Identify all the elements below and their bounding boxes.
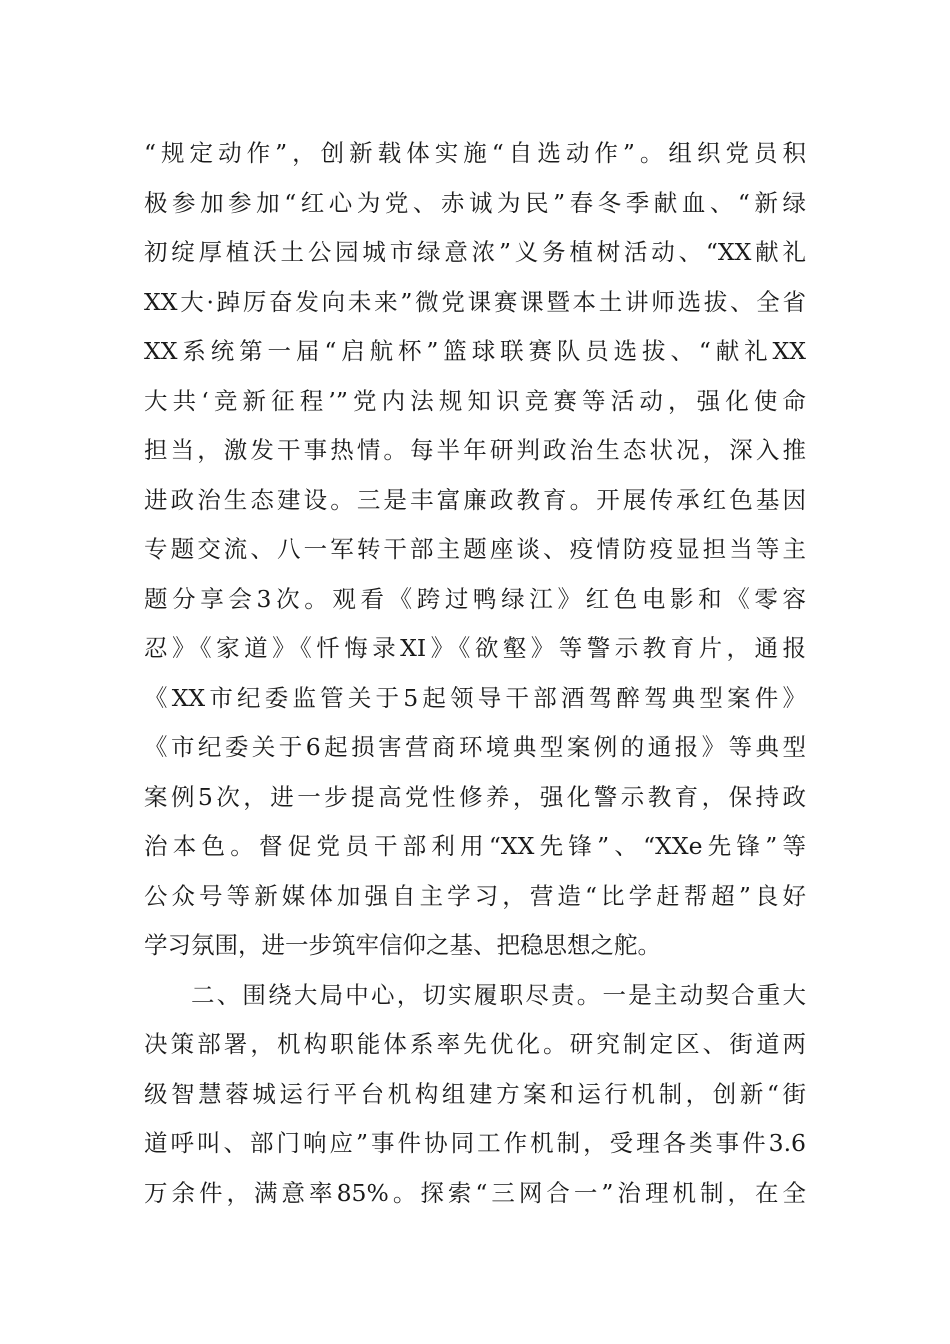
text-line: 忍》《家道》《忏悔录XI》《欲壑》等警示教育片，通报 [144,634,806,662]
text-line: 进政治生态建设。三是丰富廉政教育。开展传承红色基因 [144,485,806,514]
text-line: 公众号等新媒体加强自主学习，营造“比学赶帮超”良好 [144,881,806,910]
text-line: 题分享会3次。观看《跨过鸭绿江》红色电影和《零容 [144,584,806,613]
text-line: 担当，激发干事热情。每半年研判政治生态状况，深入推 [144,436,806,464]
section-heading-line: 二、围绕大局中心，切实履职尽责。一是主动契合重大 [191,980,806,1009]
text-line: 道呼叫、部门响应”事件协同工作机制，受理各类事件3.6 [144,1129,806,1157]
text-line: XX大·踔厉奋发向未来”微党课赛课暨本土讲师选拔、全省 [144,287,806,316]
text-line: 极参加参加“红心为党、赤诚为民”春冬季献血、“新绿 [144,188,806,217]
body-text [144,129,806,1218]
text-line: 《XX市纪委监管关于5起领导干部酒驾醉驾典型案件》 [144,683,806,712]
text-line: 级智慧蓉城运行平台机构组建方案和运行机制，创新“街 [144,1079,806,1108]
text-line: 万余件，满意率85%。探索“三网合一”治理机制，在全 [144,1178,806,1207]
paragraph-end-line: 学习氛围，进一步筑牢信仰之基、把稳思想之舵。 [144,931,661,959]
text-line: 大共‘竞新征程’”党内法规知识竞赛等活动，强化使命 [144,386,806,415]
text-line: 初绽厚植沃土公园城市绿意浓”义务植树活动、“XX献礼 [144,238,806,266]
text-line: 治本色。督促党员干部利用“XX先锋”、“XXe先锋”等 [144,832,806,860]
text-line: 决策部署，机构职能体系率先优化。研究制定区、街道两 [144,1030,806,1058]
text-line: XX系统第一届“启航杯”篮球联赛队员选拔、“献礼XX [144,337,806,365]
text-line: 案例5次，进一步提高党性修养，强化警示教育，保持政 [144,782,806,811]
text-line: 专题交流、八一军转干部主题座谈、疫情防疫显担当等主 [144,535,806,563]
text-line: “规定动作”，创新载体实施“自选动作”。组织党员积 [144,139,806,167]
text-line: 《市纪委关于6起损害营商环境典型案例的通报》等典型 [144,733,806,761]
